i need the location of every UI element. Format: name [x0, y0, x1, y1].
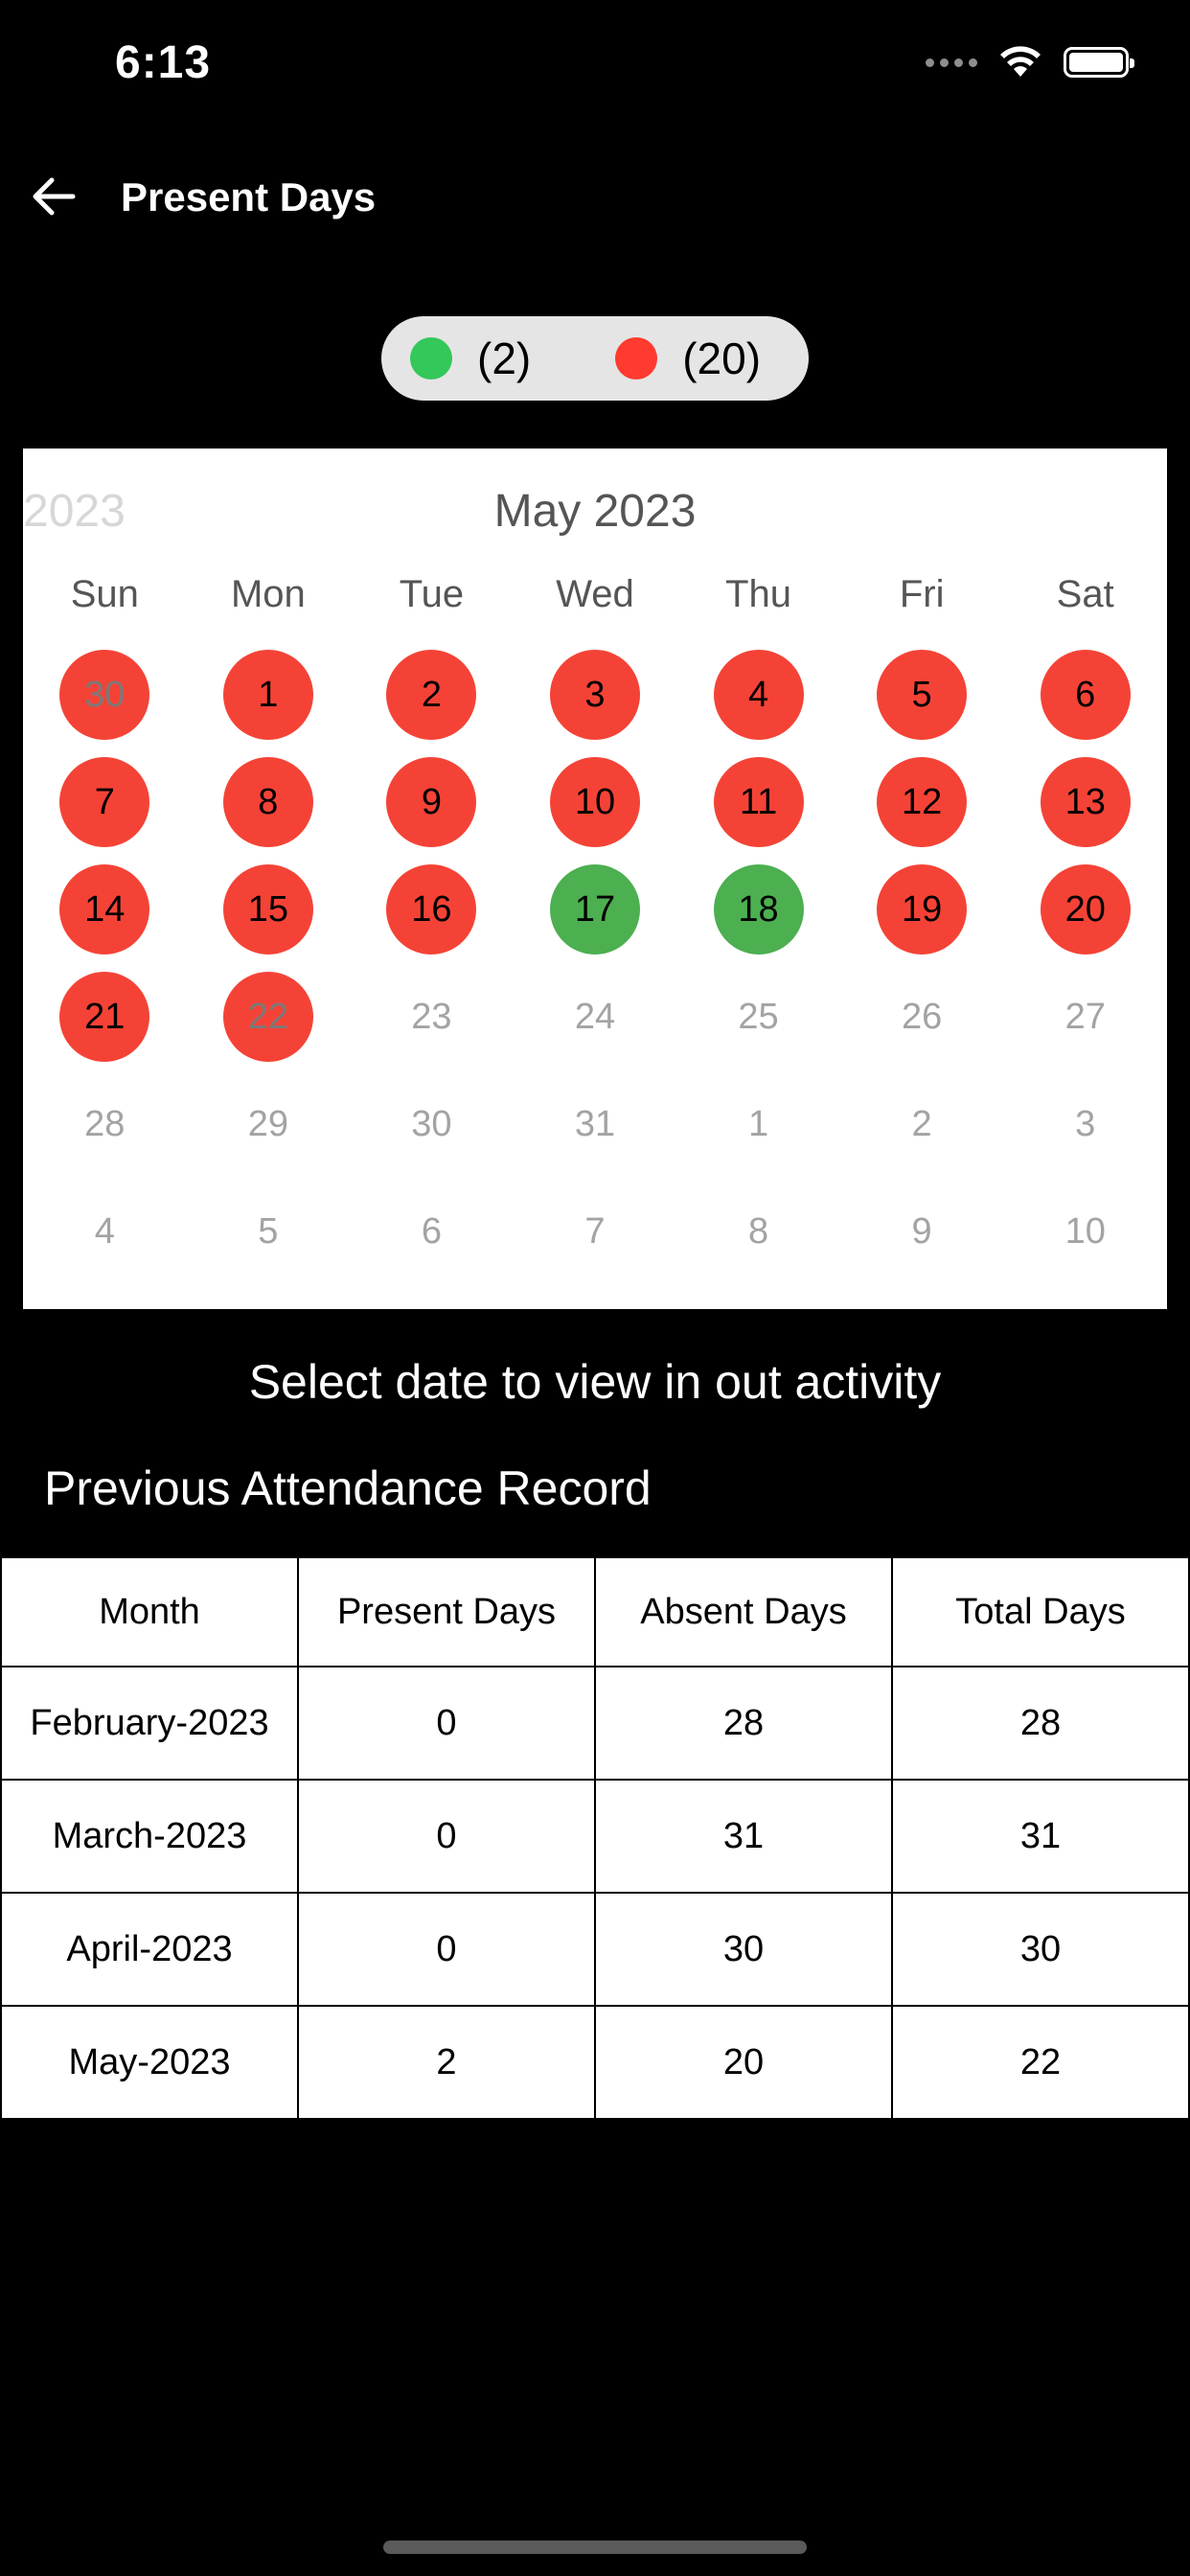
table-header-cell: Total Days — [892, 1557, 1189, 1667]
calendar-day[interactable] — [840, 856, 1004, 963]
calendar-day-label: 27 — [1064, 996, 1106, 1037]
table-cell: May-2023 — [1, 2006, 298, 2119]
calendar-day-label: 9 — [911, 1210, 932, 1252]
calendar-day-label: 4 — [94, 1210, 115, 1252]
calendar-day[interactable] — [676, 1070, 840, 1178]
calendar-day-label: 31 — [574, 1103, 616, 1144]
status-icons — [926, 46, 1129, 79]
table-cell: 28 — [892, 1667, 1189, 1780]
calendar-day-label: 13 — [1041, 757, 1131, 847]
calendar-day[interactable] — [1003, 1070, 1167, 1178]
weekday-label: Wed — [556, 573, 634, 615]
calendar-day-label: 24 — [574, 996, 616, 1037]
table-header-cell: Present Days — [298, 1557, 595, 1667]
home-indicator — [383, 2541, 807, 2554]
calendar-day-label: 26 — [901, 996, 943, 1037]
calendar-day[interactable] — [350, 963, 514, 1070]
calendar-day[interactable] — [350, 1178, 514, 1285]
legend-present — [410, 333, 531, 384]
calendar-day[interactable] — [840, 1178, 1004, 1285]
calendar-day-label: 6 — [1041, 650, 1131, 740]
calendar-day-label: 11 — [714, 757, 804, 847]
calendar-day[interactable] — [840, 748, 1004, 856]
calendar-day[interactable] — [1003, 748, 1167, 856]
calendar-day[interactable] — [23, 641, 187, 748]
previous-month-label[interactable]: 2023 — [23, 486, 126, 537]
calendar-day[interactable] — [514, 963, 677, 1070]
present-count: (2) — [477, 334, 532, 383]
calendar-day-label: 15 — [223, 864, 313, 954]
table-cell: 31 — [892, 1780, 1189, 1893]
table-cell: April-2023 — [1, 1893, 298, 2006]
calendar-day-label: 7 — [59, 757, 149, 847]
calendar-day[interactable] — [840, 1070, 1004, 1178]
table-cell: February-2023 — [1, 1667, 298, 1780]
calendar-day-label: 17 — [550, 864, 640, 954]
calendar-day-label: 30 — [59, 650, 149, 740]
calendar-day-label: 29 — [247, 1103, 288, 1144]
calendar-day[interactable] — [350, 641, 514, 748]
weekday-label: Thu — [725, 573, 792, 615]
table-header-cell: Month — [1, 1557, 298, 1667]
weekday-label: Sun — [70, 573, 139, 615]
weekday-header — [23, 573, 1167, 616]
calendar-day-label: 5 — [258, 1210, 279, 1252]
calendar-day[interactable] — [23, 748, 187, 856]
weekday-label: Fri — [899, 573, 945, 615]
calendar-day[interactable] — [676, 963, 840, 1070]
calendar-day[interactable] — [676, 1178, 840, 1285]
calendar-day-label: 21 — [59, 972, 149, 1062]
calendar-day[interactable] — [350, 1070, 514, 1178]
present-dot-icon — [410, 337, 452, 380]
calendar-day-label: 8 — [747, 1210, 769, 1252]
calendar-day[interactable] — [1003, 856, 1167, 963]
calendar-day-label: 20 — [1041, 864, 1131, 954]
calendar-day-label: 3 — [1075, 1103, 1096, 1144]
calendar-day[interactable] — [1003, 963, 1167, 1070]
battery-icon — [1064, 47, 1129, 78]
calendar-day-label: 30 — [411, 1103, 452, 1144]
table-cell: 20 — [595, 2006, 892, 2119]
calendar-day-label: 2 — [911, 1103, 932, 1144]
attendance-legend — [381, 316, 809, 401]
back-arrow-icon[interactable] — [29, 172, 96, 220]
calendar-day-label: 9 — [386, 757, 476, 847]
attendance-record-title: Previous Attendance Record — [44, 1461, 652, 1515]
table-header-cell: Absent Days — [595, 1557, 892, 1667]
legend-absent — [615, 333, 761, 384]
table-row — [1, 1667, 1189, 1780]
table-cell: 0 — [298, 1780, 595, 1893]
calendar-day-label: 10 — [1064, 1210, 1106, 1252]
attendance-table — [0, 1556, 1190, 2120]
calendar-day[interactable] — [187, 1178, 351, 1285]
calendar-day[interactable] — [676, 641, 840, 748]
calendar-day-label: 5 — [877, 650, 967, 740]
calendar-day-label: 1 — [223, 650, 313, 740]
calendar-day[interactable] — [187, 963, 351, 1070]
calendar-day-label: 7 — [584, 1210, 606, 1252]
calendar-day-label: 22 — [223, 972, 313, 1062]
calendar-day-label: 28 — [84, 1103, 126, 1144]
calendar-day[interactable] — [676, 856, 840, 963]
calendar-day[interactable] — [514, 856, 677, 963]
calendar-day[interactable] — [187, 856, 351, 963]
select-date-hint: Select date to view in out activity — [248, 1355, 942, 1409]
table-cell: 28 — [595, 1667, 892, 1780]
calendar-day-label: 23 — [411, 996, 452, 1037]
calendar-day[interactable] — [840, 963, 1004, 1070]
calendar-day-label: 14 — [59, 864, 149, 954]
table-cell: 22 — [892, 2006, 1189, 2119]
calendar-day-label: 8 — [223, 757, 313, 847]
calendar-day[interactable] — [187, 641, 351, 748]
calendar-day-label: 6 — [421, 1210, 442, 1252]
weekday-label: Sat — [1056, 573, 1114, 615]
calendar-day[interactable] — [23, 1178, 187, 1285]
navigation-bar — [0, 153, 1190, 240]
calendar-day[interactable] — [514, 1070, 677, 1178]
calendar-day[interactable] — [187, 748, 351, 856]
status-bar — [0, 0, 1190, 134]
calendar-day[interactable] — [350, 748, 514, 856]
table-cell: 30 — [892, 1893, 1189, 2006]
table-cell: 31 — [595, 1780, 892, 1893]
calendar-day[interactable] — [1003, 641, 1167, 748]
table-header-row — [1, 1557, 1189, 1667]
calendar-day[interactable] — [840, 641, 1004, 748]
wifi-icon — [998, 46, 1042, 79]
calendar-day-label: 2 — [386, 650, 476, 740]
calendar-day-grid — [23, 641, 1167, 1285]
table-row — [1, 1780, 1189, 1893]
table-cell: 0 — [298, 1893, 595, 2006]
calendar-day[interactable] — [350, 856, 514, 963]
calendar-day-label: 10 — [550, 757, 640, 847]
calendar-day-label: 12 — [877, 757, 967, 847]
calendar-day[interactable] — [23, 1070, 187, 1178]
cellular-signal-icon — [926, 58, 977, 67]
table-cell: 2 — [298, 2006, 595, 2119]
table-cell: March-2023 — [1, 1780, 298, 1893]
weekday-label: Mon — [230, 573, 306, 615]
calendar-day-label: 19 — [877, 864, 967, 954]
calendar-day[interactable] — [676, 748, 840, 856]
status-time: 6:13 — [115, 37, 212, 88]
calendar-day-label: 1 — [747, 1103, 769, 1144]
absent-dot-icon — [615, 337, 657, 380]
table-cell: 30 — [595, 1893, 892, 2006]
calendar-month-title: May 2023 — [493, 486, 697, 537]
calendar — [23, 448, 1167, 1309]
absent-count: (20) — [682, 334, 762, 383]
calendar-day[interactable] — [514, 748, 677, 856]
page-title: Present Days — [121, 174, 377, 219]
calendar-day[interactable] — [187, 1070, 351, 1178]
calendar-day-label: 18 — [714, 864, 804, 954]
calendar-day[interactable] — [23, 856, 187, 963]
calendar-day[interactable] — [23, 963, 187, 1070]
table-row — [1, 1893, 1189, 2006]
calendar-day-label: 4 — [714, 650, 804, 740]
calendar-day-label: 25 — [738, 996, 779, 1037]
table-row — [1, 2006, 1189, 2119]
calendar-day[interactable] — [1003, 1178, 1167, 1285]
weekday-label: Tue — [399, 573, 465, 615]
calendar-day-label: 16 — [386, 864, 476, 954]
calendar-day-label: 3 — [550, 650, 640, 740]
calendar-day[interactable] — [514, 1178, 677, 1285]
table-cell: 0 — [298, 1667, 595, 1780]
calendar-day[interactable] — [514, 641, 677, 748]
